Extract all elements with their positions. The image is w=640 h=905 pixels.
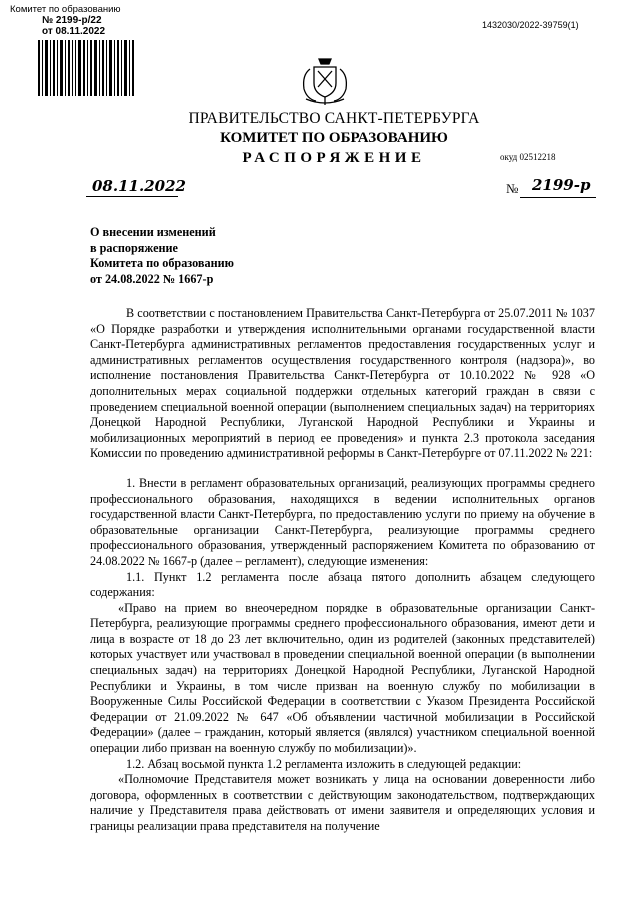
preamble-paragraph: В соответствии с постановлением Правительства Санкт-Петербурга от 25.07.2011 № 1037 «О Порядке разработки и утверждения исполнительными органами государственной власти Санкт-Петербурга административных регламентов предоставления государственных услуг и административных регламентов осуществления государственного контроля (надзора)», во исполнение постановления Правительства Санкт-Петербурга от 10.10.2022 № 928 «О дополнительных мерах социальной поддержки отдельных категорий граждан в связи с проведением специальной военной операции (выполнением специальных задач) на территориях Донецкой Народной Республики, Луганской Народной Республики и Украины и мобилизационных мероприятий в период ее проведения» и пункта 2.3 протокола заседания Комиссии по проведению административной реформы в Санкт-Петербурге от 07.11.2022 № 221: [90, 306, 595, 461]
quote-1-paragraph: «Право на прием во внеочередном порядке в образовательные организации Санкт-Петербурга, реализующие программы среднего профессионального образования, имеют дети и лица в возрасте от 18 до 23 лет включительно, один из родителей (законных представителей) которых участвует или участвовал в проведении специальной военной операции (в выполнении специальных задач) на территориях Донецкой Народной Республики, Луганской Народной Республики и Украины, в том числе призван на военную службу по мобилизации в Вооруженные Силы Российской Федерации в соответствии с Указом Президента Российской Федерации от 21.09.2022 № 647 «Об объявлении частичной мобилизации в Российской Федерации» (далее – гражданин, который является (являлся) участником специальной военной операции либо призван на военную службу по мобилизации)». [90, 600, 595, 756]
subject-line: от 24.08.2022 № 1667-р [90, 271, 214, 286]
number-underline [520, 197, 596, 198]
stamp-reg-number: № 2199-р/22 [42, 15, 102, 26]
barcode [38, 40, 136, 96]
handwritten-number: 2199-р [532, 176, 591, 194]
handwritten-date: 08.11.2022 [92, 177, 186, 195]
stamp-reg-date: от 08.11.2022 [42, 26, 106, 37]
item-1-1-paragraph: 1.1. Пункт 1.2 регламента после абзаца пятого дополнить абзацем следующего содержания: [90, 569, 595, 600]
coat-of-arms-icon [296, 55, 354, 107]
document-body [90, 306, 595, 835]
number-label: № [506, 181, 519, 196]
item-1-paragraph: 1. Внести в регламент образовательных организаций, реализующих программы среднего профессионального образования, находящихся в ведении исполнительных органов государственной власти Санкт-Петербурга, по предоставлению услуги по приему на обучение в образовательные организации Санкт-Петербурга, реализующие программы среднего профессионального образования, утвержденный распоряжением Комитета по образованию от 24.08.2022 № 1667-р (далее – регламент), следующие изменения: [90, 475, 595, 568]
subject-line: Комитета по образованию [90, 256, 234, 270]
okud-code: окуд 02512218 [500, 152, 556, 162]
item-1-2-paragraph: 1.2. Абзац восьмой пункта 1.2 регламента изложить в следующей редакции: [126, 756, 522, 771]
subject-line: О внесении изменений [90, 225, 216, 239]
stamp-committee-label: Комитет по образованию [10, 4, 121, 15]
document-code: 1432030/2022-39759(1) [482, 20, 579, 30]
quote-2-paragraph: «Полномочие Представителя может возникать у лица на основании доверенности либо договора, оформленных в соответствии с действующим законодательством, подтверждающих наличие у Представителя права действовать от имени заявителя и определяющих условия и границы реализации права представителя на получение [90, 772, 595, 833]
government-title: ПРАВИТЕЛЬСТВО САНКТ-ПЕТЕРБУРГА [188, 110, 480, 127]
registration-stamp [10, 4, 150, 37]
subject-line: в распоряжение [90, 240, 178, 255]
committee-title: КОМИТЕТ ПО ОБРАЗОВАНИЮ [220, 130, 448, 146]
document-type-title: РАСПОРЯЖЕНИЕ [242, 150, 426, 166]
document-subject [90, 225, 234, 287]
date-underline [86, 196, 178, 197]
